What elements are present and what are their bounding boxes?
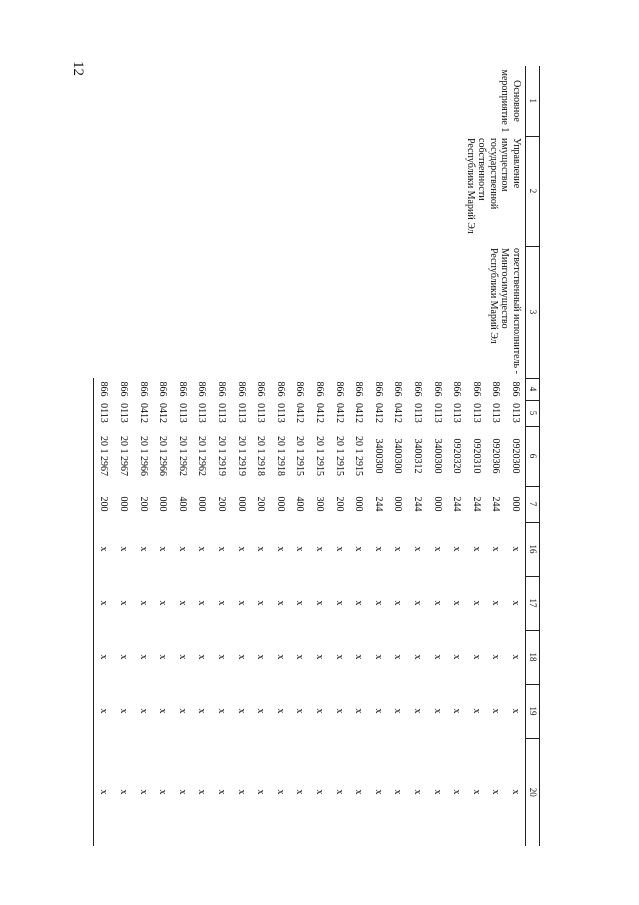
cell-c19: x [216,708,228,714]
cell-c5: 0113 [93,400,113,426]
cell-c7: 000 [509,496,521,512]
cell-c16: x [93,522,113,576]
cell-c17: x [235,600,247,606]
activity-name: Основное мероприятие 1 [499,69,522,133]
cell-c7: 244 [411,496,423,512]
cell-c5: 0113 [196,403,208,423]
cell-c20: x [392,789,404,795]
cell-c20: x [470,789,482,795]
cell-c6: 20 1 2919 [235,436,247,476]
cell-c20: x [333,789,345,795]
cell-c4: 866 [490,381,502,397]
cell-c5: 0113 [255,403,267,423]
cell-c18: x [372,654,384,660]
cell-c7: 000 [118,496,130,512]
column-header: 2 [526,136,540,246]
cell-c16: x [157,546,169,552]
cell-c6: 20 1 2962 [176,436,188,476]
cell-c20: x [314,789,326,795]
cell-c17: x [93,576,113,630]
cell-c6: 20 1 2915 [294,436,306,476]
cell-c4: 866 [431,381,443,397]
cell-c19: x [353,708,365,714]
cell-c19: x [431,708,443,714]
cell-c4: 866 [333,381,345,397]
cell-c19: x [176,708,188,714]
cell-c4: 866 [216,381,228,397]
cell-c5: 0113 [216,403,228,423]
cell-c16: x [216,546,228,552]
cell-c20: x [411,789,423,795]
activity-description: Управление имуществом государственной собственности Республики Марий Эл [465,138,522,234]
column-header: 20 [526,738,540,846]
cell-c18: x [255,654,267,660]
cell-c17: x [196,600,208,606]
cell-c6: 20 1 2966 [137,436,149,476]
cell-c5: 0113 [451,403,463,423]
cell-c5: 0412 [372,403,384,423]
cell-c5: 0412 [392,403,404,423]
cell-c4: 866 [176,381,188,397]
cell-c6: 20 1 2918 [255,436,267,476]
cell-c17: x [255,600,267,606]
page-number: 12 [70,61,86,76]
cell-c17: x [451,600,463,606]
cell-c17: x [372,600,384,606]
cell-c7: 200 [333,496,345,512]
cell-c18: x [216,654,228,660]
cell-c20: x [118,789,130,795]
cell-c20: x [451,789,463,795]
cell-c6: 20 1 2915 [333,436,345,476]
cell-c7: 000 [157,496,169,512]
cell-c7: 400 [294,496,306,512]
cell-c16: x [314,546,326,552]
cell-c17: x [176,600,188,606]
cell-c18: x [137,654,149,660]
cell-c17: x [411,600,423,606]
cell-c17: x [157,600,169,606]
table-body [93,66,525,846]
cell-c4: 866 [470,381,482,397]
cell-c19: x [451,708,463,714]
cell-c7: 244 [470,496,482,512]
cell-c4: 866 [137,381,149,397]
cell-c19: x [137,708,149,714]
cell-c19: x [411,708,423,714]
cell-c20: x [294,789,306,795]
cell-c7: 200 [137,496,149,512]
cell-c4: 866 [392,381,404,397]
cell-c4: 866 [314,381,326,397]
cell-c19: x [509,708,521,714]
cell-c6: 0920300 [509,438,521,474]
cell-c7: 244 [490,496,502,512]
cell-c20: x [255,789,267,795]
cell-c17: x [216,600,228,606]
cell-c16: x [372,546,384,552]
cell-c6: 3400312 [411,438,423,474]
cell-c17: x [392,600,404,606]
cell-c5: 0113 [470,403,482,423]
cell-c18: x [509,654,521,660]
cell-c20: x [235,789,247,795]
cell-c4: 866 [372,381,384,397]
cell-c19: x [235,708,247,714]
cell-c16: x [137,546,149,552]
cell-c4: 866 [353,381,365,397]
cell-c18: x [93,630,113,684]
cell-c7: 400 [176,496,188,512]
column-header: 4 [526,378,540,400]
cell-c16: x [411,546,423,552]
cell-c6: 20 1 2967 [93,426,113,486]
column-header: 19 [526,684,540,738]
cell-c20: x [274,789,286,795]
cell-c5: 0412 [157,403,169,423]
cell-c17: x [294,600,306,606]
cell-c19: x [333,708,345,714]
cell-c19: x [196,708,208,714]
cell-c6: 0920306 [490,438,502,474]
cell-c16: x [274,546,286,552]
cell-c16: x [431,546,443,552]
cell-c20: x [196,789,208,795]
cell-c18: x [490,654,502,660]
cell-c7: 000 [196,496,208,512]
cell-c20: x [157,789,169,795]
cell-c16: x [235,546,247,552]
cell-c7: 000 [235,496,247,512]
cell-c5: 0113 [509,403,521,423]
cell-c17: x [509,600,521,606]
cell-c6: 20 1 2962 [196,436,208,476]
cell-c6: 3400300 [392,438,404,474]
cell-c18: x [353,654,365,660]
cell-c17: x [333,600,345,606]
cell-c17: x [490,600,502,606]
cell-c5: 0412 [333,403,345,423]
cell-c17: x [470,600,482,606]
cell-c19: x [314,708,326,714]
header-row [526,66,540,846]
cell-c7: 200 [216,496,228,512]
cell-c18: x [392,654,404,660]
cell-c7: 000 [353,496,365,512]
cell-c6: 20 1 2918 [274,436,286,476]
cell-c16: x [392,546,404,552]
cell-c18: x [157,654,169,660]
cell-c19: x [392,708,404,714]
cell-c18: x [235,654,247,660]
cell-c6: 0920320 [451,438,463,474]
cell-c4: 866 [118,381,130,397]
cell-c16: x [470,546,482,552]
cell-c7: 000 [392,496,404,512]
column-header: 18 [526,630,540,684]
cell-c7: 244 [372,496,384,512]
cell-c17: x [137,600,149,606]
cell-c4: 866 [274,381,286,397]
cell-c18: x [451,654,463,660]
cell-c20: x [372,789,384,795]
cell-c19: x [372,708,384,714]
cell-c16: x [118,546,130,552]
cell-c4: 866 [294,381,306,397]
cell-c19: x [118,708,130,714]
rotated-table-container [98,66,540,846]
cell-c20: x [93,738,113,846]
cell-c4: 866 [411,381,423,397]
cell-c4: 866 [235,381,247,397]
cell-c16: x [353,546,365,552]
cell-c17: x [118,600,130,606]
cell-c16: x [196,546,208,552]
cell-c17: x [314,600,326,606]
cell-c7: 000 [431,496,443,512]
cell-c20: x [509,789,521,795]
cell-c7: 300 [314,496,326,512]
cell-c20: x [353,789,365,795]
cell-c7: 000 [274,496,286,512]
cell-c19: x [490,708,502,714]
column-header: 1 [526,66,540,136]
cell-c18: x [314,654,326,660]
cell-c17: x [353,600,365,606]
column-header: 17 [526,576,540,630]
cell-c5: 0113 [176,403,188,423]
cell-c6: 20 1 2919 [216,436,228,476]
cell-c4: 866 [93,378,113,400]
cell-c16: x [176,546,188,552]
column-header: 7 [526,486,540,522]
cell-c7: 244 [451,496,463,512]
cell-c16: x [255,546,267,552]
cell-c19: x [274,708,286,714]
cell-c7: 200 [93,486,113,522]
cell-c5: 0412 [137,403,149,423]
column-header: 5 [526,400,540,426]
table-row [505,66,525,846]
cell-c18: x [118,654,130,660]
cell-c19: x [470,708,482,714]
cell-c20: x [137,789,149,795]
cell-c17: x [431,600,443,606]
column-header: 16 [526,522,540,576]
cell-c5: 0113 [490,403,502,423]
cell-c5: 0113 [118,403,130,423]
cell-c5: 0412 [314,403,326,423]
cell-c5: 0113 [274,403,286,423]
cell-c6: 20 1 2915 [314,436,326,476]
cell-c16: x [451,546,463,552]
program-table [93,66,540,846]
cell-c7: 200 [255,496,267,512]
cell-c20: x [490,789,502,795]
cell-c20: x [176,789,188,795]
cell-c19: x [93,684,113,738]
cell-c6: 3400300 [431,438,443,474]
cell-c18: x [411,654,423,660]
cell-c18: x [431,654,443,660]
cell-c16: x [509,546,521,552]
cell-c4: 866 [255,381,267,397]
cell-c5: 0113 [235,403,247,423]
cell-c5: 0113 [411,403,423,423]
cell-c20: x [216,789,228,795]
cell-c18: x [333,654,345,660]
cell-c16: x [294,546,306,552]
cell-c4: 866 [196,381,208,397]
responsible-executor: ответственный исполнитель - Мингосимущество Республики Марий Эл [488,248,522,374]
column-header: 3 [526,246,540,378]
cell-c6: 20 1 2966 [157,436,169,476]
cell-c18: x [274,654,286,660]
cell-c18: x [176,654,188,660]
cell-c6: 20 1 2967 [118,436,130,476]
cell-c4: 866 [157,381,169,397]
cell-c6: 0920310 [470,438,482,474]
cell-c19: x [157,708,169,714]
cell-c18: x [470,654,482,660]
cell-c18: x [196,654,208,660]
cell-c6: 20 1 2915 [353,436,365,476]
cell-c6: 3400300 [372,438,384,474]
cell-c17: x [274,600,286,606]
cell-c18: x [294,654,306,660]
cell-c5: 0412 [353,403,365,423]
cell-c4: 866 [509,381,521,397]
cell-c19: x [255,708,267,714]
column-header: 6 [526,426,540,486]
cell-c16: x [333,546,345,552]
cell-c20: x [431,789,443,795]
cell-c5: 0412 [294,403,306,423]
cell-c19: x [294,708,306,714]
cell-c16: x [490,546,502,552]
cell-c5: 0113 [431,403,443,423]
cell-c4: 866 [451,381,463,397]
